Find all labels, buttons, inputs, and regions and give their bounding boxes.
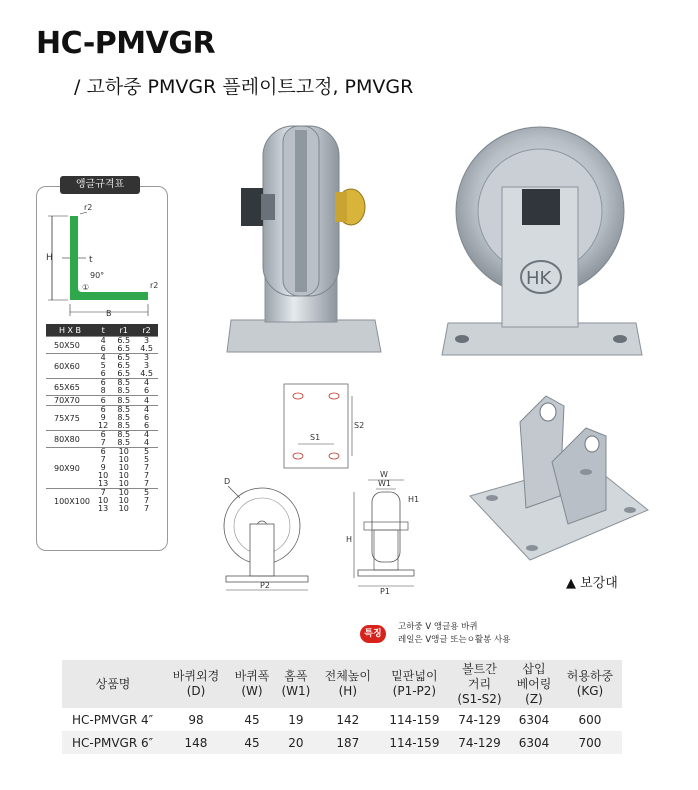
label-s2: S2 [354,421,365,430]
label-s1: S1 [310,433,321,442]
spec-r1 [112,337,135,354]
spec-r1-value: 8.5 [117,413,131,422]
feature-badge: 특징 [360,625,386,643]
spec-t-value: 7 [100,455,106,464]
spec-t-value: 7 [100,488,106,497]
spec-r1-value: 10 [118,447,129,456]
product-value: 142 [336,712,360,727]
spec-row [46,337,158,354]
spec-r2 [135,431,158,448]
spec-r1-value: 8.5 [117,386,131,395]
spec-t [94,448,112,489]
spec-r2-value: 4.5 [140,369,153,378]
spec-r1-value: 6.5 [117,344,131,353]
spec-t-value: 6 [100,369,106,378]
spec-t-value: 10 [98,471,109,480]
spec-t-value: 6 [100,447,106,456]
product-value: 74-129 [449,731,510,754]
product-col-header [276,660,316,708]
angle-profile-diagram [40,200,165,322]
product-col-header-line: 볼트간 [462,661,497,676]
spec-r1-value: 6.5 [117,361,131,370]
product-value: 98 [188,712,204,727]
side-line-drawing [338,468,438,596]
spec-r2-value: 7 [144,463,150,472]
product-table-header [62,660,622,708]
spec-r1 [112,448,135,489]
label-h1: H1 [408,495,420,504]
spec-t-value: 13 [98,479,109,488]
spec-size: 90X90 [46,448,94,489]
spec-r1-value: 8.5 [117,430,131,439]
spec-r2 [135,354,158,379]
spec-r2 [135,337,158,354]
label-p2: P2 [260,581,270,590]
spec-r1-value: 8.5 [117,438,131,447]
feature-note [398,621,510,647]
label-p1: P1 [380,587,390,596]
spec-size: 70X70 [46,396,94,406]
spec-t-value: 13 [98,504,109,513]
spec-r2-value: 5 [144,447,150,456]
product-col-header-line: 밑판넓이 [391,669,438,683]
product-col-header-line: (P1-P2) [392,684,437,698]
spec-t-value: 4 [100,336,106,345]
product-value: 45 [244,712,260,727]
spec-r2 [135,379,158,396]
spec-r1-value: 10 [118,455,129,464]
label-b: B [106,309,112,318]
spec-r2-value: 4 [144,395,150,405]
feature-note-line-2: 레일은 V앵글 또는ㅇ활봉 사용 [398,635,511,645]
spec-r1 [112,431,135,448]
spec-size: 75X75 [46,406,94,431]
page-subtitle: / 고하중 PMVGR 플레이트고정, PMVGR [74,76,414,98]
product-col-header [558,660,622,708]
spec-r1-value: 8.5 [117,421,131,430]
spec-r1-value: 10 [118,488,129,497]
product-name: HC-PMVGR 4″ [72,712,154,727]
product-value: 20 [276,731,316,754]
product-value: 114-159 [389,712,440,727]
spec-t-value: 8 [100,386,106,395]
spec-t [94,431,112,448]
spec-t-value: 9 [100,463,106,472]
product-name: HC-PMVGR 6″ [62,731,164,754]
spec-col-r1: r1 [112,324,135,337]
spec-r1-value: 10 [118,479,129,488]
spec-t-value: 5 [100,361,106,370]
hk-logo: HK [526,268,552,289]
spec-t-value: 6 [100,405,106,414]
spec-t-value: 6 [100,430,106,439]
spec-r2-value: 4 [144,405,150,414]
spec-r2-value: 7 [144,471,150,480]
product-value: 187 [316,731,380,754]
front-line-drawing [212,474,317,602]
spec-r2-value: 4 [144,378,150,387]
product-value: 19 [288,712,304,727]
product-table-body [62,708,622,754]
spec-t [94,396,112,406]
product-col-header-line: (D) [186,684,206,698]
product-col-header-line: 바퀴폭 [234,669,270,683]
label-h: H [346,535,353,544]
label-d: D [224,477,231,486]
product-col-header-line: (KG) [576,684,604,698]
product-col-header [62,660,164,708]
spec-size: 60X60 [46,354,94,379]
spec-r1-value: 6.5 [117,353,131,362]
angle-spec-table [46,324,158,513]
spec-r1 [112,489,135,514]
label-r2-bottom: r2 [150,281,159,290]
spec-t [94,379,112,396]
product-row [62,731,622,754]
product-col-header-line: (H) [338,684,357,698]
label-w: W [380,470,388,479]
spec-t-value: 10 [98,496,109,505]
label-h: H [46,253,53,263]
product-value: 6304 [518,712,550,727]
spec-r2-value: 6 [144,421,150,430]
spec-r2-value: 7 [144,496,150,505]
spec-r2-value: 3 [144,353,150,362]
spec-t [94,406,112,431]
spec-col-t: t [94,324,112,337]
spec-r2-value: 7 [144,479,150,488]
spec-t [94,489,112,514]
spec-col-r2: r2 [135,324,158,337]
product-col-header-line: 홈폭 [284,669,308,683]
label-w1: W1 [378,479,391,488]
angle-spec-body [46,337,158,514]
product-col-header-line: (Z) [525,691,543,706]
spec-r2-value: 4 [144,430,150,439]
spec-t-value: 9 [100,413,106,422]
product-col-header-line: 베어링 [516,676,552,691]
spec-r2-value: 3 [144,336,150,345]
spec-row [46,379,158,396]
spec-size: 100X100 [46,489,94,514]
product-spec-table [62,660,622,754]
spec-size: 65X65 [46,379,94,396]
spec-r1-value: 10 [118,463,129,472]
spec-row [46,489,158,514]
caster-front-photo [440,117,644,357]
product-row [62,708,622,731]
product-col-header [510,660,558,708]
product-col-header [449,660,510,708]
spec-row [46,448,158,489]
spec-r1-value: 8.5 [117,378,131,387]
spec-row [46,354,158,379]
spec-r1-value: 10 [118,504,129,513]
product-col-header [164,660,228,708]
angle-spec-tag: 앵글규격표 [60,176,140,194]
product-col-header-line: 바퀴외경 [172,669,220,683]
label-r1: ① [82,283,90,292]
spec-t-value: 4 [100,353,106,362]
spec-r2-value: 5 [144,455,150,464]
product-col-header-line: 전체높이 [324,669,371,683]
product-value: 45 [228,731,276,754]
page-title: HC-PMVGR [36,26,216,61]
spec-r1-value: 8.5 [117,395,131,405]
spec-size: 80X80 [46,431,94,448]
spec-r2 [135,406,158,431]
product-value: 114-159 [380,731,449,754]
spec-r2 [135,396,158,406]
spec-r2-value: 6 [144,386,150,395]
spec-t-value: 6 [100,395,106,405]
spec-row [46,431,158,448]
spec-r1 [112,396,135,406]
caster-side-photo [225,122,385,354]
product-value: 74-129 [458,712,501,727]
label-r2-top: r2 [84,203,93,212]
product-col-header-line: (W) [241,684,263,698]
spec-t-value: 7 [100,438,106,447]
product-value: 6304 [510,731,558,754]
reinforcement-photo [468,392,650,564]
spec-r2-value: 3 [144,361,150,370]
spec-r2-value: 7 [144,504,150,513]
product-col-header [380,660,449,708]
spec-row [46,406,158,431]
spec-r2 [135,489,158,514]
spec-r2-value: 5 [144,488,150,497]
bolt-pattern-diagram [270,378,370,474]
spec-t [94,337,112,354]
spec-col-size: H X B [46,324,94,337]
label-angle: 90° [90,271,105,280]
product-col-header [228,660,276,708]
spec-t-value: 6 [100,344,106,353]
product-value: 600 [578,712,602,727]
product-col-header-line: 거리 [467,676,492,691]
spec-r2-value: 4.5 [140,344,153,353]
spec-r1 [112,354,135,379]
spec-row [46,396,158,406]
product-col-header-line: (S1-S2) [457,691,502,706]
spec-r2-value: 6 [144,413,150,422]
product-col-header-line: 삽입 [522,661,546,676]
spec-r1 [112,379,135,396]
spec-r2-value: 4 [144,438,150,447]
product-col-header-line: 허용하중 [566,669,614,683]
spec-t-value: 6 [100,378,106,387]
product-col-header-line: (W1) [281,684,311,698]
spec-t-value: 12 [98,421,109,430]
spec-r2 [135,448,158,489]
spec-t [94,354,112,379]
label-t: t [89,255,93,265]
product-value: 148 [164,731,228,754]
spec-size: 50X50 [46,337,94,354]
spec-r1-value: 6.5 [117,369,131,378]
spec-r1-value: 6.5 [117,336,131,345]
product-col-header [316,660,380,708]
reinforcement-caption: ▲ 보강대 [566,576,618,591]
product-value: 700 [558,731,622,754]
spec-r1-value: 10 [118,471,129,480]
spec-r1-value: 8.5 [117,405,131,414]
spec-r1-value: 10 [118,496,129,505]
feature-note-line-1: 고하중 V 앵글용 바퀴 [398,622,478,632]
spec-r1 [112,406,135,431]
product-col-header-line: 상품명 [95,676,131,691]
